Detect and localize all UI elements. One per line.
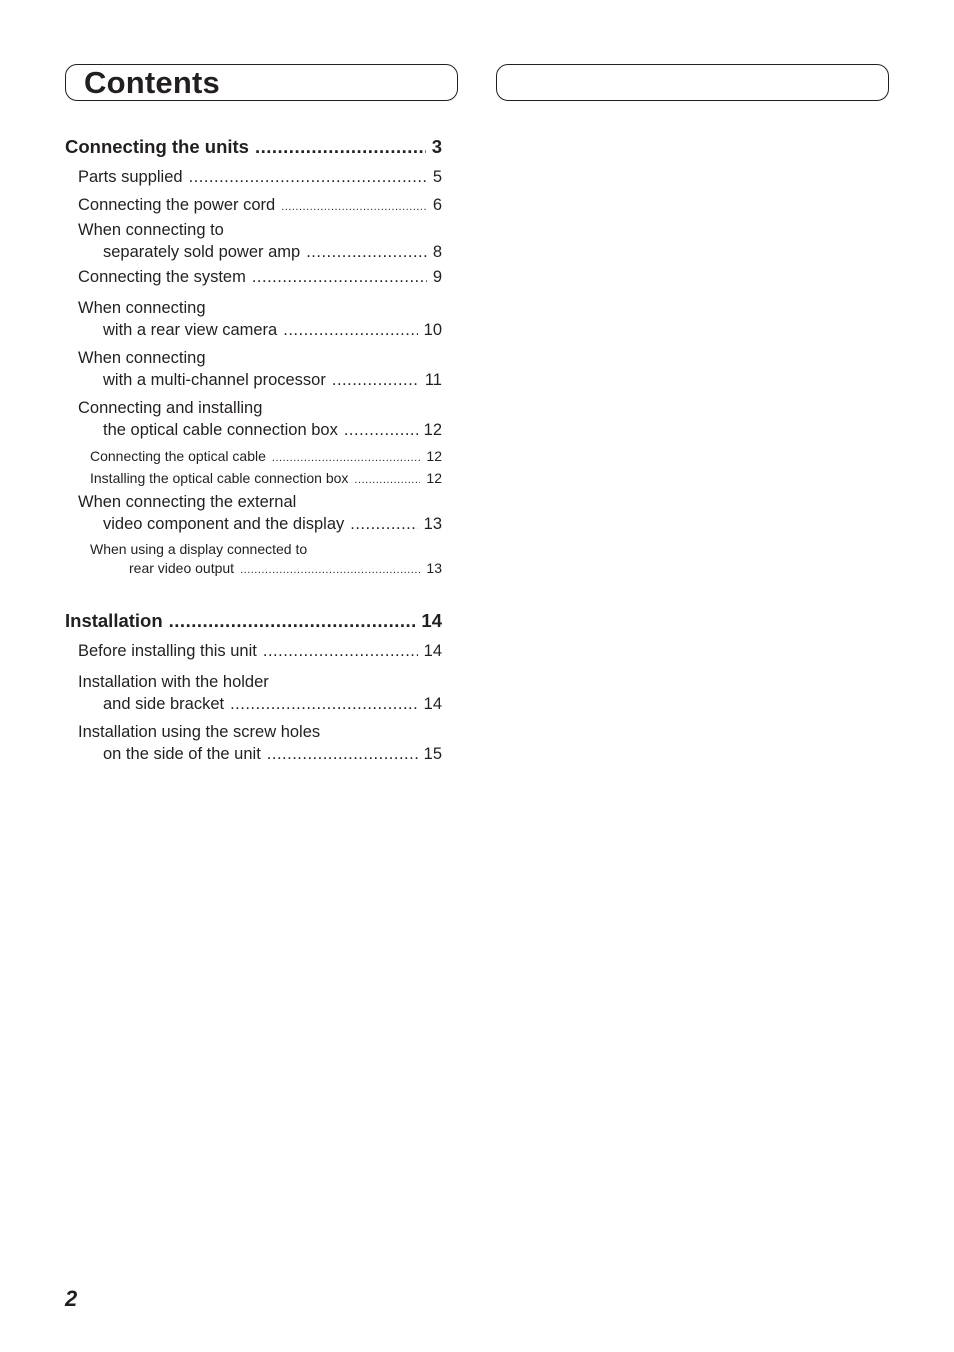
table-of-contents	[65, 136, 442, 765]
toc-entry-power-amp[interactable]: When connecting to separately sold power amp ..... 8	[65, 219, 442, 263]
page-title: Contents	[84, 65, 220, 100]
toc-entry-display-rear-video-output[interactable]: When using a display connected to rear video output ..... 13	[65, 540, 442, 578]
section-page: 3	[431, 136, 442, 157]
header-box-blank	[496, 64, 889, 101]
section-title: Connecting the units	[65, 136, 249, 157]
toc-entry-connecting-power-cord[interactable]: Connecting the power cord ..... 6	[65, 191, 442, 219]
toc-entry-installing-optical-box[interactable]: Installing the optical cable connection box ..... 12	[65, 467, 442, 489]
toc-entry-before-installing[interactable]: Before installing this unit ..... 14	[65, 637, 442, 665]
toc-entry-rear-view-camera[interactable]: When connecting with a rear view camera ..... 10	[65, 297, 442, 341]
section-title: Installation	[65, 610, 163, 631]
toc-entry-holder-side-bracket[interactable]: Installation with the holder and side bracket ..... 14	[65, 671, 442, 715]
toc-section-connecting-the-units[interactable]	[65, 136, 442, 163]
toc-entry-optical-cable-box[interactable]: Connecting and installing the optical cable connection box ..... 12	[65, 397, 442, 441]
title-box	[65, 64, 458, 101]
section-page: 14	[421, 610, 442, 631]
toc-section-installation[interactable]	[65, 610, 442, 637]
page-number: 2	[65, 1286, 78, 1311]
toc-entry-screw-holes[interactable]: Installation using the screw holes on the side of the unit ..... 15	[65, 721, 442, 765]
toc-entry-external-video-display[interactable]: When connecting the external video component and the display ..... 13	[65, 491, 442, 535]
toc-entry-parts-supplied[interactable]: Parts supplied ..... 5	[65, 163, 442, 191]
toc-entry-connecting-system[interactable]: Connecting the system ..... 9	[65, 263, 442, 291]
toc-entry-multi-channel-processor[interactable]: When connecting with a multi-channel processor ..... 11	[65, 347, 442, 391]
toc-entry-connecting-optical-cable[interactable]: Connecting the optical cable ..... 12	[65, 445, 442, 467]
